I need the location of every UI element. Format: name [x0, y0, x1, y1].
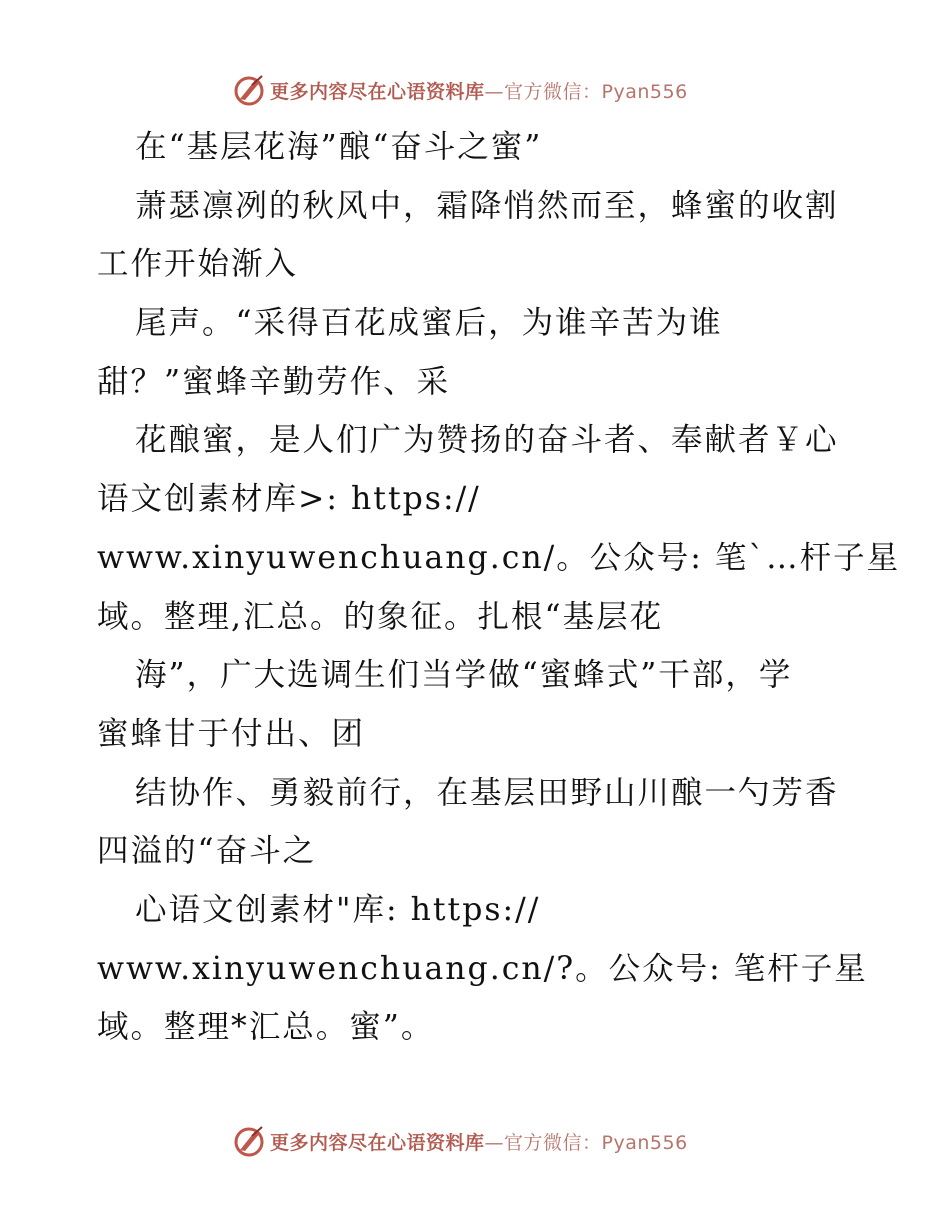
watermark-title: 更多内容尽在心语资料库: [270, 80, 485, 103]
watermark-wechat-id: Pyan556: [601, 80, 688, 103]
text-line: 域。整理*汇总。蜜”。: [97, 1009, 435, 1046]
text-line: 花酿蜜，是人们广为赞扬的奋斗者、奉献者￥心: [135, 422, 839, 459]
text-line: 结协作、勇毅前行，在基层田野山川酿一勺芳香: [135, 774, 839, 811]
text-line: 四溢的“奋斗之: [97, 833, 317, 870]
text-line: 在“基层花海”酿“奋斗之蜜”: [135, 129, 543, 165]
watermark-wechat-label: 官方微信：: [504, 1131, 602, 1154]
text-line: 甜？”蜜蜂辛勤劳作、采: [97, 363, 451, 400]
watermark-dash: —: [484, 1131, 505, 1154]
document-body: [97, 118, 901, 1057]
watermark-wechat-label: 官方微信：: [504, 80, 602, 103]
footer-watermark: [232, 1124, 688, 1158]
header-watermark: [232, 73, 688, 107]
text-line: www.xinyuwenchuang.cn/。公众号: 笔`…杆子星: [97, 539, 901, 576]
text-line: 工作开始渐入: [97, 246, 299, 283]
text-line: 语文创素材库>: https://: [97, 481, 481, 518]
watermark-text: [270, 1128, 688, 1155]
text-line: 域。整理,汇总。的象征。扎根“基层花: [97, 598, 664, 635]
text-line: 尾声。“采得百花成蜜后，为谁辛苦为谁: [135, 305, 723, 342]
feather-pen-logo-icon: [232, 73, 266, 107]
watermark-text: [270, 77, 688, 104]
text-line: 心语文创素材"库: https://: [135, 891, 541, 928]
text-line: 萧瑟凛冽的秋风中，霜降悄然而至，蜂蜜的收割: [135, 187, 839, 224]
watermark-wechat-id: Pyan556: [601, 1131, 688, 1154]
watermark-dash: —: [484, 80, 505, 103]
feather-pen-logo-icon: [232, 1124, 266, 1158]
text-line: www.xinyuwenchuang.cn/?。公众号: 笔杆子星: [97, 950, 868, 987]
text-line: 海”，广大选调生们当学做“蜜蜂式”干部，学: [135, 657, 793, 694]
text-line: 蜜蜂甘于付出、团: [97, 715, 366, 752]
watermark-title: 更多内容尽在心语资料库: [270, 1131, 485, 1154]
